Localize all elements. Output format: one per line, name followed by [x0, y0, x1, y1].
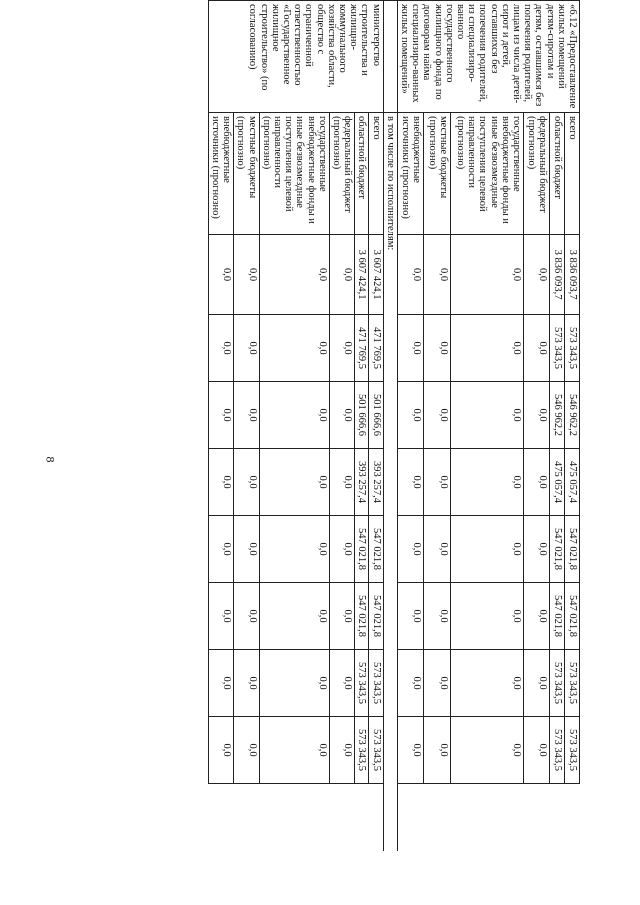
value-cell: 0,0 [259, 235, 329, 315]
value-cell: 0,0 [523, 449, 549, 516]
value-cell: 393 257,4 [355, 449, 369, 516]
value-cell: 0,0 [208, 235, 233, 315]
value-cell: 546 962,2 [550, 382, 565, 449]
value-cell: 0,0 [259, 583, 329, 650]
value-cell: 0,0 [450, 650, 523, 717]
value-cell: 0,0 [234, 382, 259, 449]
value-cell: 501 666,6 [355, 382, 369, 449]
value-cell: 3 836 093,7 [550, 235, 565, 315]
value-cell: 0,0 [234, 650, 259, 717]
source-cell: федеральный бюджет (прогнозно) [523, 113, 549, 235]
value-cell: 547 021,8 [550, 516, 565, 583]
table-row [424, 1, 450, 851]
source-cell: местные бюджеты (прогнозно) [234, 113, 259, 235]
value-cell: 0,0 [397, 449, 424, 516]
value-cell: 3 607 424,1 [369, 235, 383, 315]
table-row [397, 1, 424, 851]
value-cell: 0,0 [397, 717, 424, 784]
value-cell: 0,0 [523, 583, 549, 650]
value-cell: 0,0 [329, 315, 354, 382]
value-cell: 547 021,8 [369, 583, 383, 650]
table-row [208, 1, 233, 851]
value-cell: 547 021,8 [565, 516, 580, 583]
table-row [523, 1, 549, 851]
value-cell: 0,0 [424, 235, 450, 315]
source-cell: государственные внебюджетные фонды и иные безвозмездные поступления целевой направленности (прогнозно) [450, 113, 523, 235]
value-cell: 0,0 [208, 449, 233, 516]
value-cell: 0,0 [523, 516, 549, 583]
value-cell: 0,0 [259, 315, 329, 382]
rotated-table-wrapper [74, 0, 580, 850]
value-cell: 0,0 [329, 235, 354, 315]
value-cell: 546 962,2 [565, 382, 580, 449]
source-cell: государственные внебюджетные фонды и иные безвозмездные поступления целевой направленности (прогнозно) [259, 113, 329, 235]
source-cell: всего [565, 113, 580, 235]
value-cell: 573 343,5 [355, 650, 369, 717]
value-cell: 0,0 [234, 315, 259, 382]
value-cell: 547 021,8 [355, 583, 369, 650]
executor-header: в том числе по исполнителям: [383, 113, 397, 851]
value-cell: 0,0 [450, 315, 523, 382]
value-cell: 573 343,5 [565, 650, 580, 717]
value-cell: 0,0 [329, 516, 354, 583]
value-cell: 0,0 [397, 382, 424, 449]
value-cell: 0,0 [329, 382, 354, 449]
value-cell: 573 343,5 [565, 717, 580, 784]
value-cell: 471 769,5 [369, 315, 383, 382]
value-cell: 0,0 [450, 717, 523, 784]
value-cell: 0,0 [234, 235, 259, 315]
source-cell: федеральный бюджет (прогнозно) [329, 113, 354, 235]
value-cell: 0,0 [424, 516, 450, 583]
value-cell: 0,0 [234, 717, 259, 784]
value-cell: 0,0 [450, 449, 523, 516]
value-cell: 573 343,5 [369, 717, 383, 784]
value-cell: 0,0 [397, 650, 424, 717]
value-cell: 393 257,4 [369, 449, 383, 516]
value-cell: 501 666,6 [369, 382, 383, 449]
value-cell: 0,0 [329, 449, 354, 516]
value-cell: 0,0 [424, 650, 450, 717]
measure-title-cell: «6.12 «Предоставление жилых помещений детям-сиротам и детям, оставшимся без попечения родителей, лицам из числа детей-сирот и детей, оставшихся без попечения родителей, из специализиро-ванного государственного жилищного фонда по договорам найма специализиро-ванных жилых помещений» [397, 1, 579, 113]
value-cell: 0,0 [234, 583, 259, 650]
value-cell: 0,0 [523, 717, 549, 784]
value-cell: 0,0 [397, 315, 424, 382]
table-row [450, 1, 523, 851]
value-cell: 0,0 [450, 583, 523, 650]
value-cell: 547 021,8 [355, 516, 369, 583]
value-cell: 0,0 [424, 449, 450, 516]
value-cell: 547 021,8 [369, 516, 383, 583]
value-cell: 573 343,5 [355, 717, 369, 784]
value-cell: 0,0 [208, 382, 233, 449]
value-cell: 0,0 [259, 382, 329, 449]
value-cell: 0,0 [234, 449, 259, 516]
value-cell: 0,0 [523, 235, 549, 315]
value-cell: 573 343,5 [565, 315, 580, 382]
table-row [550, 1, 565, 851]
value-cell: 0,0 [397, 516, 424, 583]
value-cell: 0,0 [208, 315, 233, 382]
value-cell: 0,0 [523, 382, 549, 449]
value-cell: 3 607 424,1 [355, 235, 369, 315]
table-row [234, 1, 259, 851]
source-cell: областной бюджет [355, 113, 369, 235]
value-cell: 547 021,8 [565, 583, 580, 650]
table-row [329, 1, 354, 851]
value-cell: 0,0 [424, 583, 450, 650]
value-cell: 0,0 [234, 516, 259, 583]
value-cell: 0,0 [259, 449, 329, 516]
value-cell: 0,0 [259, 516, 329, 583]
source-cell: областной бюджет [550, 113, 565, 235]
source-cell: внебюджетные источники (прогнозно) [397, 113, 424, 235]
value-cell: 471 769,5 [355, 315, 369, 382]
value-cell: 573 343,5 [550, 650, 565, 717]
financing-table [208, 0, 580, 851]
value-cell: 475 057,4 [550, 449, 565, 516]
source-cell: местные бюджеты (прогнозно) [424, 113, 450, 235]
value-cell: 0,0 [208, 650, 233, 717]
value-cell: 0,0 [259, 717, 329, 784]
value-cell: 0,0 [424, 717, 450, 784]
table-row [565, 1, 580, 851]
value-cell: 0,0 [329, 650, 354, 717]
source-cell: внебюджетные источники (прогнозно) [208, 113, 233, 235]
source-cell: всего [369, 113, 383, 235]
table-row [369, 1, 383, 851]
value-cell: 0,0 [397, 235, 424, 315]
value-cell: 573 343,5 [550, 315, 565, 382]
executor-name-cell: министерство строительства и жилищно-коммунального хозяйства области, общество с ограниченной ответственностью «Государственное жилищное строительство» (по согласованию) [208, 1, 383, 113]
value-cell: 0,0 [424, 382, 450, 449]
value-cell: 0,0 [329, 583, 354, 650]
value-cell: 0,0 [397, 583, 424, 650]
value-cell: 0,0 [208, 516, 233, 583]
value-cell: 0,0 [450, 382, 523, 449]
value-cell: 0,0 [424, 315, 450, 382]
value-cell: 0,0 [329, 717, 354, 784]
table-row [355, 1, 369, 851]
value-cell: 0,0 [523, 650, 549, 717]
value-cell: 0,0 [450, 516, 523, 583]
table-row [259, 1, 329, 851]
value-cell: 0,0 [208, 717, 233, 784]
value-cell: 475 057,4 [565, 449, 580, 516]
value-cell: 0,0 [450, 235, 523, 315]
page-number: 8 [43, 456, 58, 463]
value-cell: 573 343,5 [369, 650, 383, 717]
executor-block [208, 1, 383, 851]
value-cell: 0,0 [523, 315, 549, 382]
value-cell: 547 021,8 [550, 583, 565, 650]
value-cell: 3 836 093,7 [565, 235, 580, 315]
value-cell: 573 343,5 [550, 717, 565, 784]
value-cell: 0,0 [259, 650, 329, 717]
value-cell: 0,0 [208, 583, 233, 650]
measure-block [397, 1, 579, 851]
executor-header-row [383, 1, 397, 851]
